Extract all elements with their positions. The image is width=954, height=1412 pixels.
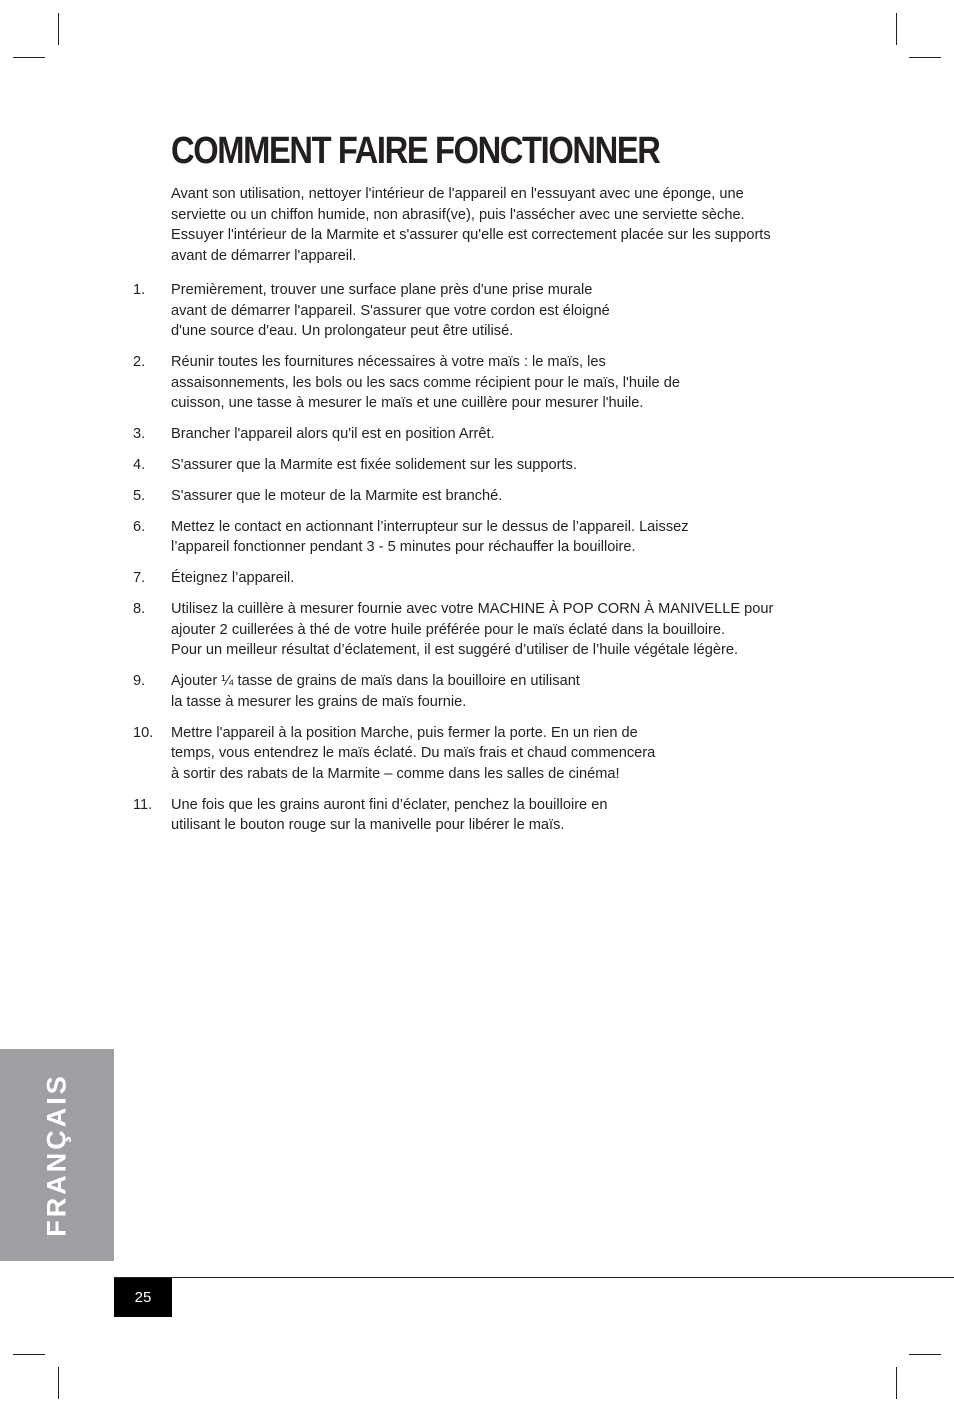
step-number: 11. xyxy=(133,796,153,813)
crop-mark xyxy=(909,1354,941,1355)
step-number: 6. xyxy=(133,518,146,535)
step-text: S'assurer que la Marmite est fixée solidement sur les supports. xyxy=(171,457,577,474)
list-item xyxy=(133,486,833,507)
crop-mark xyxy=(896,1367,897,1399)
step-text: Réunir toutes les fournitures nécessaires à votre maïs : le maïs, les assaisonnements, les bols ou les sacs comme récipient pour le maïs, l'huile de cuisson, une tasse à mesurer le maïs et une cuillère pour mesurer l'huile. xyxy=(171,354,680,412)
step-text: Éteignez l’appareil. xyxy=(171,570,295,587)
step-number: 10. xyxy=(133,724,154,741)
step-number: 3. xyxy=(133,426,146,443)
crop-mark xyxy=(58,1367,59,1399)
list-item xyxy=(133,455,833,476)
footer-divider xyxy=(114,1277,954,1278)
crop-mark xyxy=(13,1354,45,1355)
step-number: 8. xyxy=(133,601,146,618)
step-number: 2. xyxy=(133,354,146,371)
crop-mark xyxy=(909,57,941,58)
intro-paragraph: Avant son utilisation, nettoyer l'intérieur de l'appareil en l'essuyant avec une éponge, une serviette ou un chiffon humide, non abrasif(ve), puis l'assécher avec une serviette sèche. Essuyer l'intérieur de la Marmite et s'assurer qu'elle est correctement placée sur les supports avant de démarrer l'appareil. xyxy=(171,186,771,264)
step-text: S'assurer que le moteur de la Marmite est branché. xyxy=(171,487,503,504)
list-item xyxy=(133,424,833,445)
page-number: 25 xyxy=(114,1278,172,1317)
list-item xyxy=(133,568,833,589)
step-text: Premièrement, trouver une surface plane près d'une prise murale avant de démarrer l'appareil. S'assurer que votre cordon est éloigné d'une source d'eau. Un prolongateur peut être utilisé. xyxy=(171,282,610,340)
step-number: 5. xyxy=(133,487,146,504)
language-tab xyxy=(0,1049,114,1261)
list-item xyxy=(133,795,833,836)
page-title: COMMENT FAIRE FONCTIONNER xyxy=(171,130,660,172)
step-number: 1. xyxy=(133,282,146,298)
list-item xyxy=(133,280,833,342)
step-text: Ajouter ¼ tasse de grains de maïs dans la bouilloire en utilisant la tasse à mesurer les grains de maïs fournie. xyxy=(171,673,580,710)
language-label: FRANÇAIS xyxy=(41,1073,72,1237)
step-text: Mettre l'appareil à la position Marche, puis fermer la porte. En un rien de temps, vous entendrez le maïs éclaté. Du maïs frais et chaud commencera à sortir des rabats de la Marmite – comme dans les salles de cinéma! xyxy=(171,724,656,782)
step-text: Mettez le contact en actionnant l’interrupteur sur le dessus de l’appareil. Laissez l’appareil fonctionner pendant 3 - 5 minutes pour réchauffer la bouilloire. xyxy=(171,518,689,556)
list-item xyxy=(133,671,833,712)
crop-mark xyxy=(58,13,59,45)
instruction-list xyxy=(133,280,833,846)
step-text: Brancher l'appareil alors qu'il est en position Arrêt. xyxy=(171,426,495,443)
step-number: 9. xyxy=(133,673,146,690)
list-item xyxy=(133,599,833,661)
step-number: 4. xyxy=(133,457,146,474)
list-item xyxy=(133,723,833,785)
step-number: 7. xyxy=(133,570,146,587)
list-item xyxy=(133,352,833,414)
step-text: Utilisez la cuillère à mesurer fournie avec votre MACHINE À POP CORN À MANIVELLE pour ajouter 2 cuillerées à thé de votre huile préférée pour le maïs éclaté dans la bouilloire. Pour un meilleur résultat d’éclatement, il est suggéré d’utiliser de l’huile végétale légère. xyxy=(171,601,774,659)
step-text: Une fois que les grains auront fini d’éclater, penchez la bouilloire en utilisant le bouton rouge sur la manivelle pour libérer le maïs. xyxy=(171,796,608,834)
crop-mark xyxy=(13,57,45,58)
crop-mark xyxy=(896,13,897,45)
list-item xyxy=(133,517,833,558)
